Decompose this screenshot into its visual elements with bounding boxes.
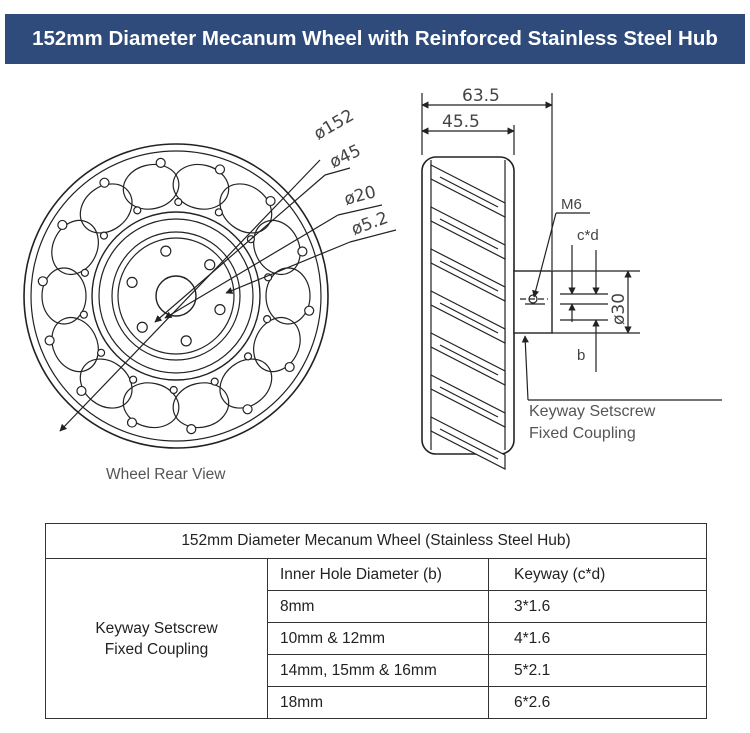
hub-hole (215, 305, 225, 315)
spec-table (45, 523, 707, 719)
coupling-type-cell (46, 559, 268, 719)
label-m6-thread: M6 (561, 196, 582, 213)
wheel-rear-view (24, 144, 396, 448)
cell-diameter: 18mm (268, 687, 489, 719)
roller-bolt (266, 197, 275, 206)
dim-dia-5-2: ø5.2 (348, 208, 391, 240)
roller-bolt (130, 376, 137, 383)
label-keyway-cd: c*d (577, 227, 599, 244)
roller-bolt (134, 207, 141, 214)
cell-diameter: 10mm & 12mm (268, 623, 489, 655)
dim-dia-152: ø152 (310, 105, 358, 145)
roller-bolt (285, 363, 294, 372)
roller-bolt (98, 349, 105, 356)
roller-bolt (100, 178, 109, 187)
roller-bolt (80, 311, 87, 318)
roller-lobe (210, 174, 281, 243)
roller-lobe (42, 268, 86, 324)
col-header-inner-hole: Inner Hole Diameter (b) (268, 559, 489, 591)
cell-keyway: 4*1.6 (489, 623, 707, 655)
side-roller-edge (440, 219, 498, 249)
rear-view-caption: Wheel Rear View (106, 466, 226, 483)
roller-bolt (305, 306, 314, 315)
callout-line-1: Keyway Setscrew (529, 403, 656, 420)
roller-bolt (211, 378, 218, 385)
side-roller-edge (440, 303, 498, 333)
cell-diameter: 8mm (268, 591, 489, 623)
table-header-row (46, 559, 707, 591)
roller-bolt (170, 386, 177, 393)
title-banner (5, 14, 745, 64)
cell-keyway: 6*2.6 (489, 687, 707, 719)
side-roller-edge (440, 345, 498, 375)
roller-bolt (298, 247, 307, 256)
hub-hole (205, 260, 215, 270)
roller-bolt (215, 209, 222, 216)
roller-bolt (128, 418, 137, 427)
technical-drawing (0, 64, 750, 520)
roller-bolt (264, 316, 271, 323)
side-roller-edge (440, 177, 498, 207)
roller-bolt (215, 165, 224, 174)
roller-bolt (187, 425, 196, 434)
roller-bolt (81, 269, 88, 276)
roller-bolt (156, 158, 165, 167)
table-title: 152mm Diameter Mecanum Wheel (Stainless Steel Hub) (46, 524, 707, 559)
roller-bolt (245, 353, 252, 360)
cell-keyway: 3*1.6 (489, 591, 707, 623)
side-roller-edge (440, 387, 498, 417)
cell-diameter: 14mm, 15mm & 16mm (268, 655, 489, 687)
hub-hole (161, 246, 171, 256)
table-title-row (46, 524, 707, 559)
hub-hole (137, 322, 147, 332)
roller-bolts (38, 158, 313, 433)
cell-keyway: 5*2.1 (489, 655, 707, 687)
coupling-line-2: Fixed Coupling (104, 640, 209, 658)
roller-bolt (45, 336, 54, 345)
hub-holes (127, 246, 225, 346)
dim-roller-width: 45.5 (442, 112, 480, 132)
roller-bolt (77, 386, 86, 395)
dim-dia-20: ø20 (342, 182, 379, 210)
side-rollers (431, 165, 505, 469)
hub-hole (127, 277, 137, 287)
dim-shaft-diameter: ø30 (609, 292, 629, 325)
col-header-keyway: Keyway (c*d) (489, 559, 707, 591)
side-roller-edge (440, 261, 498, 291)
callout-line-2: Fixed Coupling (529, 425, 636, 442)
roller-bolt (38, 277, 47, 286)
dim-overall-width: 63.5 (462, 86, 500, 106)
roller-bolt (243, 405, 252, 414)
label-bore-b: b (577, 347, 586, 364)
roller-bolt (58, 220, 67, 229)
dim-dia-45: ø45 (326, 140, 365, 173)
coupling-line-1: Keyway Setscrew (95, 619, 218, 637)
hub-hole (181, 336, 191, 346)
roller-bolt (100, 232, 107, 239)
roller-lobe (266, 268, 310, 324)
page-title: 152mm Diameter Mecanum Wheel with Reinforced Stainless Steel Hub (32, 27, 718, 50)
roller-bolt (175, 199, 182, 206)
